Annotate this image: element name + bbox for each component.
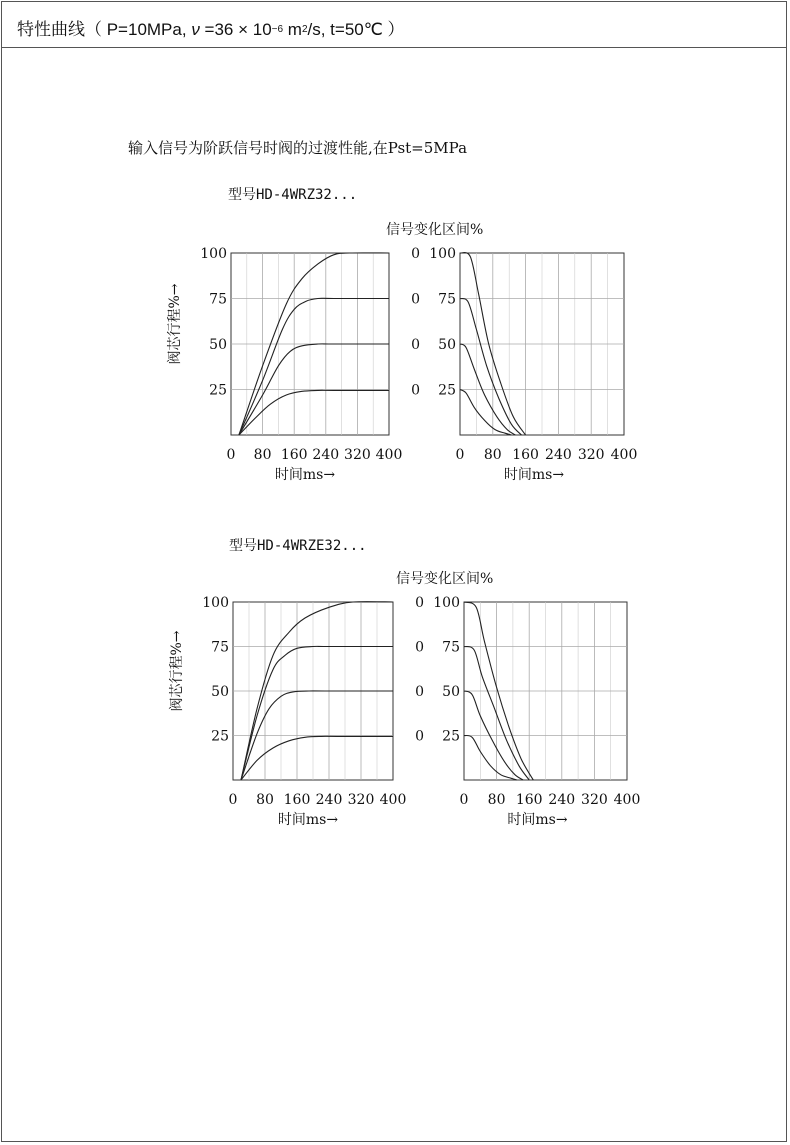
x-tick-label: 0 (459, 792, 469, 808)
x-tick-label: 400 (613, 792, 641, 808)
title-suffix: /s, t=50℃ ） (307, 20, 405, 39)
x-axis-label: 时间ms→ (274, 467, 336, 483)
title-exponent: −6 (271, 24, 284, 35)
x-tick-label: 320 (577, 447, 605, 463)
from-level-label: 0 (411, 291, 420, 308)
model-label-2: 型号HD-4WRZE32... (229, 538, 367, 554)
title-unit: m (283, 20, 302, 39)
y-tick-label: 25 (442, 728, 460, 745)
y-tick-label: 25 (211, 728, 229, 745)
from-level-label: 0 (411, 246, 420, 262)
x-tick-label: 160 (512, 447, 539, 463)
y-tick-label: 25 (209, 382, 227, 399)
series-line-2-3 (241, 736, 393, 780)
x-tick-label: 0 (455, 447, 465, 463)
from-level-label: 0 (415, 595, 424, 611)
title-mid: =36 × 10 (199, 20, 272, 39)
signal-title-1: 信号变化区间% (386, 222, 484, 238)
x-tick-label: 400 (610, 447, 638, 463)
signal-title-2: 信号变化区间% (396, 571, 494, 587)
x-tick-label: 160 (515, 792, 543, 808)
from-level-label: 0 (411, 382, 420, 399)
from-level-label: 0 (411, 337, 420, 353)
y-axis-label: 阀芯行程%→ (169, 630, 185, 712)
x-axis-label: 时间ms→ (503, 467, 565, 483)
x-tick-label: 400 (379, 792, 407, 808)
y-tick-label: 50 (211, 684, 229, 700)
y-tick-label: 100 (202, 595, 229, 611)
x-tick-label: 240 (315, 792, 343, 808)
series-line-0-1 (239, 298, 389, 435)
y-tick-label: 100 (429, 246, 456, 262)
x-tick-label: 0 (226, 447, 236, 463)
y-tick-label: 25 (438, 382, 456, 399)
y-tick-label: 75 (442, 639, 460, 656)
x-tick-label: 240 (548, 792, 576, 808)
y-tick-label: 75 (211, 639, 229, 656)
y-tick-label: 100 (433, 595, 460, 611)
x-tick-label: 80 (253, 447, 272, 463)
from-level-label: 0 (415, 684, 424, 700)
x-tick-label: 80 (487, 792, 506, 808)
y-tick-label: 75 (438, 291, 456, 308)
series-line-2-1 (241, 646, 393, 780)
x-tick-label: 0 (228, 792, 238, 808)
model-label-1: 型号HD-4WRZ32... (228, 187, 358, 203)
series-line-3-3 (464, 735, 517, 780)
y-tick-label: 100 (200, 246, 227, 262)
x-axis-label: 时间ms→ (507, 812, 568, 828)
title-nu: ν (191, 20, 200, 39)
title-unit-exponent: 2 (301, 24, 308, 35)
x-tick-label: 400 (375, 447, 403, 463)
x-tick-label: 80 (256, 792, 274, 808)
y-axis-label: 阀芯行程%→ (167, 283, 183, 365)
from-level-label: 0 (415, 639, 424, 656)
x-tick-label: 160 (280, 447, 308, 463)
y-tick-label: 75 (209, 291, 227, 308)
from-level-label: 0 (415, 728, 424, 745)
y-tick-label: 50 (209, 337, 227, 353)
y-tick-label: 50 (438, 337, 456, 353)
title-prefix: 特性曲线（ P=10MPa, (17, 20, 192, 39)
y-tick-label: 50 (442, 684, 460, 700)
x-tick-label: 240 (312, 447, 340, 463)
x-tick-label: 320 (581, 792, 608, 808)
x-tick-label: 320 (347, 792, 375, 808)
x-tick-label: 320 (344, 447, 371, 463)
x-tick-label: 240 (545, 447, 572, 463)
x-axis-label: 时间ms→ (277, 812, 339, 828)
x-tick-label: 160 (283, 792, 311, 808)
intro-text: 输入信号为阶跃信号时阀的过渡性能,在Pst=5MPa (128, 139, 468, 157)
x-tick-label: 80 (483, 447, 502, 463)
